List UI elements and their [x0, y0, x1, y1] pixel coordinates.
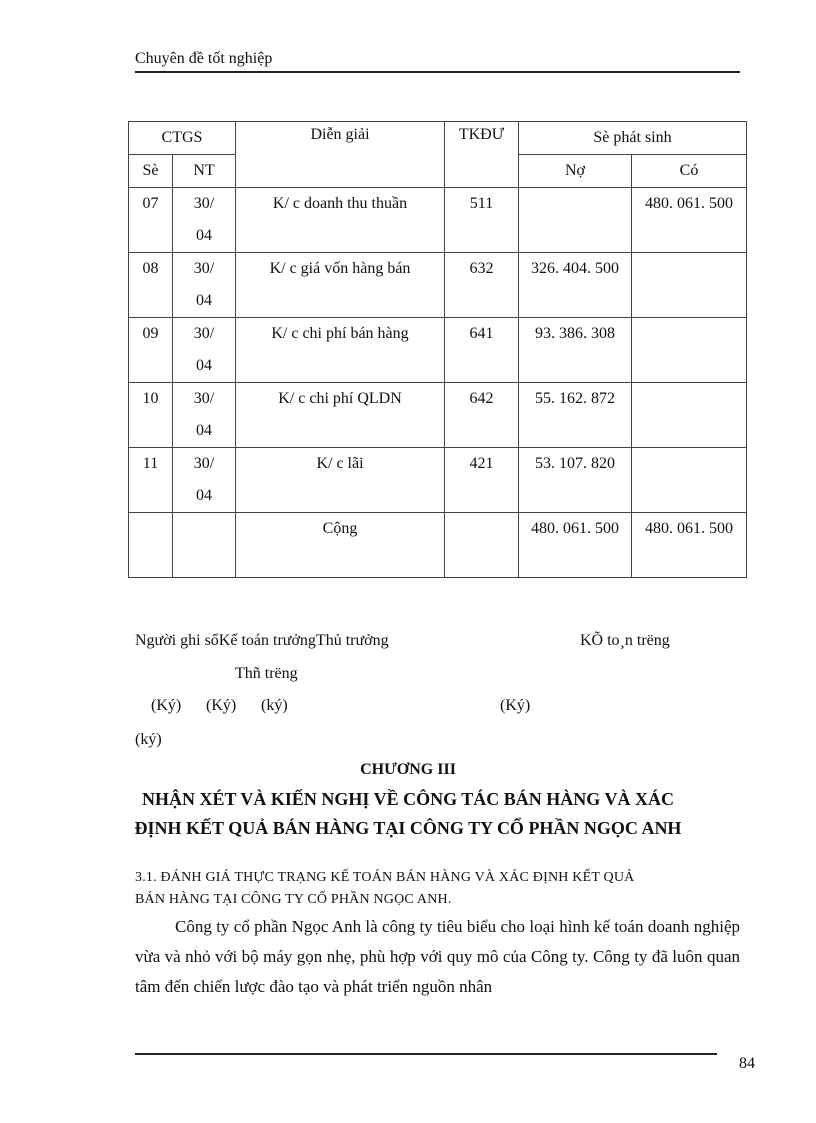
- cell-co: [632, 253, 747, 318]
- cell-so: 10: [129, 383, 173, 448]
- header-dien-giai: Diễn giải: [236, 122, 445, 188]
- cell-tkdu: 511: [445, 188, 519, 253]
- cell-nt-text: 30/ 04: [193, 325, 215, 374]
- signature-ky-2: (Ký): [206, 697, 237, 714]
- cell-dien-giai: K/ c doanh thu thuần: [236, 188, 445, 253]
- cell-no-text: 53. 107. 820: [535, 455, 615, 472]
- cell-nt: [173, 188, 236, 253]
- cell-so: 07: [129, 188, 173, 253]
- cell-dien-giai: K/ c chi phí QLDN: [236, 383, 445, 448]
- table-row: [129, 188, 747, 253]
- ledger-table: [128, 121, 747, 578]
- cell-nt: [173, 448, 236, 513]
- chapter-title-line-1: NHẬN XÉT VÀ KIẾN NGHỊ VỀ CÔNG TÁC BÁN HÀNG VÀ XÁC: [142, 789, 674, 809]
- signature-line: Người ghi sổKế toán trưởngThủ trưởng: [135, 632, 389, 649]
- cell-co: [632, 318, 747, 383]
- cell-no-text: 93. 386. 308: [535, 325, 615, 342]
- cell-nt: [173, 383, 236, 448]
- cell-so: 09: [129, 318, 173, 383]
- header-nt: NT: [173, 155, 236, 188]
- signature-ke-toan-truong: KÕ to¸n trëng: [580, 632, 670, 649]
- signature-ky-5: (ký): [135, 731, 162, 748]
- signature-ky-4: (Ký): [500, 697, 531, 714]
- cell-no: [519, 253, 632, 318]
- cell-so: 11: [129, 448, 173, 513]
- cell-tkdu: 632: [445, 253, 519, 318]
- signature-ky-1: (Ký): [151, 697, 182, 714]
- table-total-row: [129, 513, 747, 578]
- header-ctgs: CTGS: [129, 122, 236, 155]
- cell-nt-text: 30/ 04: [193, 390, 215, 439]
- cell-dien-giai: K/ c chi phí bán hàng: [236, 318, 445, 383]
- header-no: Nợ: [519, 155, 632, 188]
- header-rule: [135, 71, 740, 73]
- cell-no-text: 326. 404. 500: [531, 260, 619, 277]
- table-row: [129, 448, 747, 513]
- cell-dien-giai: K/ c giá vốn hàng bán: [236, 253, 445, 318]
- cell-dien-giai: K/ c lãi: [236, 448, 445, 513]
- cell-tkdu: 641: [445, 318, 519, 383]
- page-number: 84: [739, 1055, 755, 1072]
- cell-co-text: 480. 061. 500: [645, 195, 733, 212]
- cell-so: 08: [129, 253, 173, 318]
- section-heading-line-1: 3.1. ĐÁNH GIÁ THỰC TRẠNG KẾ TOÁN BÁN HÀNG VÀ XÁC ĐỊNH KẾT QUẢ: [135, 870, 635, 885]
- cell-nt-text: 30/ 04: [193, 260, 215, 309]
- total-no: [519, 513, 632, 578]
- section-paragraph: Công ty cổ phần Ngọc Anh là công ty tiêu biểu cho loại hình kế toán doanh nghiệp vừa và nhỏ với bộ máy gọn nhẹ, phù hợp với quy mô của Công ty. Công ty đã luôn quan tâm đến chiến lược đào tạo và phát triển nguồn nhân: [135, 917, 740, 996]
- cell-tkdu: 642: [445, 383, 519, 448]
- cell-no: [519, 188, 632, 253]
- table-row: [129, 383, 747, 448]
- cell-no: [519, 383, 632, 448]
- cell-co: [632, 188, 747, 253]
- signature-ky-3: (ký): [261, 697, 288, 714]
- cell-no-text: 55. 162. 872: [535, 390, 615, 407]
- cell-no: [519, 448, 632, 513]
- page-header-title: Chuyên đề tốt nghiệp: [135, 50, 273, 67]
- header-so-phat-sinh: Sè phát sinh: [519, 122, 747, 155]
- cell-nt: [173, 318, 236, 383]
- cell-nt-text: 30/ 04: [193, 455, 215, 504]
- cell-tkdu: 421: [445, 448, 519, 513]
- header-co: Có: [632, 155, 747, 188]
- table-row: [129, 253, 747, 318]
- chapter-number: CHƯƠNG III: [360, 761, 456, 778]
- cell-no: [519, 318, 632, 383]
- cell-co: [632, 448, 747, 513]
- cell-nt-text: 30/ 04: [193, 195, 215, 244]
- section-heading-line-2: BÁN HÀNG TẠI CÔNG TY CỔ PHẦN NGỌC ANH.: [135, 892, 452, 907]
- cell-co: [632, 383, 747, 448]
- total-co: [632, 513, 747, 578]
- signature-thu-truong: Thñ trëng: [235, 665, 298, 682]
- table-header-row: [129, 122, 747, 155]
- cell-nt: [173, 253, 236, 318]
- cell-so-empty: [129, 513, 173, 578]
- footer-rule: [135, 1053, 717, 1055]
- header-so: Sè: [129, 155, 173, 188]
- cell-nt-empty: [173, 513, 236, 578]
- chapter-title-line-2: ĐỊNH KẾT QUẢ BÁN HÀNG TẠI CÔNG TY CỔ PHẦN NGỌC ANH: [134, 818, 682, 838]
- total-no-text: 480. 061. 500: [531, 520, 619, 537]
- table-row: [129, 318, 747, 383]
- total-co-text: 480. 061. 500: [645, 520, 733, 537]
- cell-tkdu-empty: [445, 513, 519, 578]
- total-label: Cộng: [236, 513, 445, 578]
- header-tkdu: TKĐƯ: [445, 122, 519, 188]
